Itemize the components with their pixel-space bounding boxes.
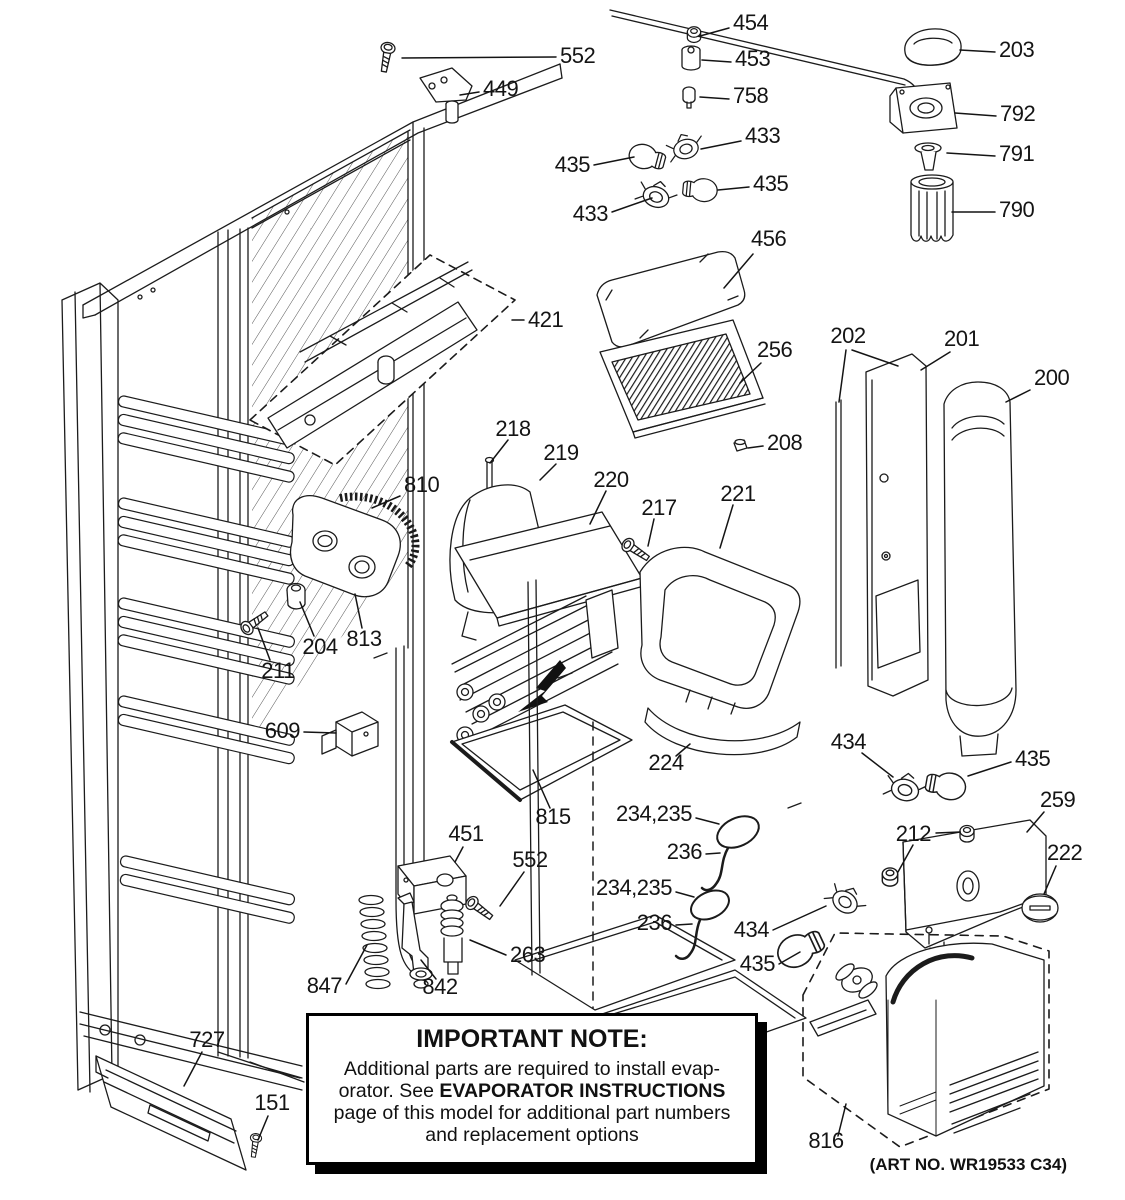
part-label-433-lower: 433 <box>572 201 608 226</box>
part-label-435-lower: 435 <box>739 951 775 976</box>
part-label-609: 609 <box>264 718 300 743</box>
glass-shelf-256 <box>600 320 765 438</box>
part-label-813: 813 <box>346 626 382 651</box>
part-label-451: 451 <box>448 821 484 846</box>
pointer-arrow <box>518 660 566 712</box>
lamp-socket-433-lower <box>635 175 680 212</box>
part-label-434-upper: 434 <box>830 729 866 754</box>
grommet-453 <box>682 46 700 70</box>
part-label-552-lower: 552 <box>512 847 548 872</box>
nut-454 <box>687 27 700 43</box>
part-label-259: 259 <box>1040 787 1076 812</box>
top-parts <box>377 27 961 241</box>
note-line-1: Additional parts are required to install evap- <box>343 1058 721 1080</box>
important-note-box <box>306 1013 758 1165</box>
part-label-256: 256 <box>757 337 793 362</box>
part-label-456: 456 <box>751 226 787 251</box>
part-label-202: 202 <box>830 323 866 348</box>
part-label-219: 219 <box>543 440 579 465</box>
part-label-217: 217 <box>641 495 677 520</box>
part-label-224: 224 <box>648 750 684 775</box>
part-label-810: 810 <box>404 472 440 497</box>
part-label-791: 791 <box>999 141 1035 166</box>
part-label-200: 200 <box>1034 365 1070 390</box>
part-label-203: 203 <box>999 37 1035 62</box>
filter-cover-200 <box>944 382 1016 756</box>
screw-552-top <box>377 41 396 72</box>
lamp-socket-434-lower <box>824 878 870 921</box>
lamp-socket-433-upper <box>665 130 706 163</box>
note-line-4: and replacement options <box>425 1124 639 1146</box>
note-line-2: orator. See EVAPORATOR INSTRUCTIONS <box>338 1080 726 1102</box>
fan-shroud-816 <box>886 943 1044 1136</box>
note-heading: IMPORTANT NOTE: <box>416 1025 648 1053</box>
light-bulb-435-upper <box>924 769 968 802</box>
light-bulb-435-upper-right <box>682 177 718 203</box>
note-line-3: page of this model for additional part numbers <box>333 1102 731 1124</box>
part-label-758: 758 <box>733 83 769 108</box>
bracket-816 <box>810 1000 876 1036</box>
part-label-234-235-lower: 234,235 <box>595 875 672 900</box>
bracket-792 <box>890 83 957 133</box>
switch-609 <box>322 712 378 756</box>
part-label-212: 212 <box>895 821 931 846</box>
light-bulb-435-lower <box>773 925 829 973</box>
part-label-727: 727 <box>189 1027 225 1052</box>
part-label-263: 263 <box>510 942 546 967</box>
part-label-790: 790 <box>999 197 1035 222</box>
part-label-449: 449 <box>483 76 519 101</box>
screw-552-lower <box>463 894 495 923</box>
part-label-201: 201 <box>944 326 980 351</box>
spring-847 <box>359 896 390 989</box>
crisper-frame-221 <box>640 547 800 714</box>
toe-grille-727 <box>96 1056 246 1170</box>
panel-201 <box>866 354 928 696</box>
part-label-221: 221 <box>720 481 756 506</box>
trim-strip-202 <box>836 400 841 668</box>
part-label-211: 211 <box>261 658 295 683</box>
part-label-454: 454 <box>733 10 769 35</box>
part-label-435-upper-left: 435 <box>554 152 590 177</box>
part-label-208: 208 <box>767 430 803 455</box>
art-number: (ART NO. WR19533 C34) <box>869 1155 1067 1174</box>
part-label-218: 218 <box>495 416 531 441</box>
fan-blade-816 <box>833 961 879 1001</box>
part-label-421: 421 <box>528 307 564 332</box>
part-label-453: 453 <box>735 46 771 71</box>
part-label-220: 220 <box>593 467 629 492</box>
cap-203 <box>905 29 961 65</box>
water-filter-790 <box>911 175 953 241</box>
part-label-435-upper-right: 435 <box>753 171 789 196</box>
bushing-204 <box>287 584 305 609</box>
part-label-434-lower: 434 <box>733 917 769 942</box>
part-label-792: 792 <box>1000 101 1036 126</box>
part-label-847: 847 <box>306 973 342 998</box>
part-label-236-upper: 236 <box>666 839 702 864</box>
part-label-204: 204 <box>302 634 338 659</box>
part-label-236-lower: 236 <box>636 910 672 935</box>
part-label-435-upper-side: 435 <box>1015 746 1051 771</box>
part-label-433-upper: 433 <box>745 123 781 148</box>
grommet-212-b <box>882 868 897 886</box>
trim-224 <box>645 708 800 755</box>
part-label-816: 816 <box>808 1128 844 1153</box>
part-label-815: 815 <box>535 804 571 829</box>
bushing-758 <box>683 87 695 108</box>
cap-222 <box>1022 894 1058 922</box>
seal-791 <box>915 143 941 170</box>
valve-263 <box>441 895 463 974</box>
stud-208 <box>734 440 747 452</box>
part-label-552-top: 552 <box>560 43 596 68</box>
part-label-842: 842 <box>422 974 458 999</box>
part-label-234-235-upper: 234,235 <box>615 801 692 826</box>
part-label-151: 151 <box>254 1090 290 1115</box>
part-label-222: 222 <box>1047 840 1083 865</box>
